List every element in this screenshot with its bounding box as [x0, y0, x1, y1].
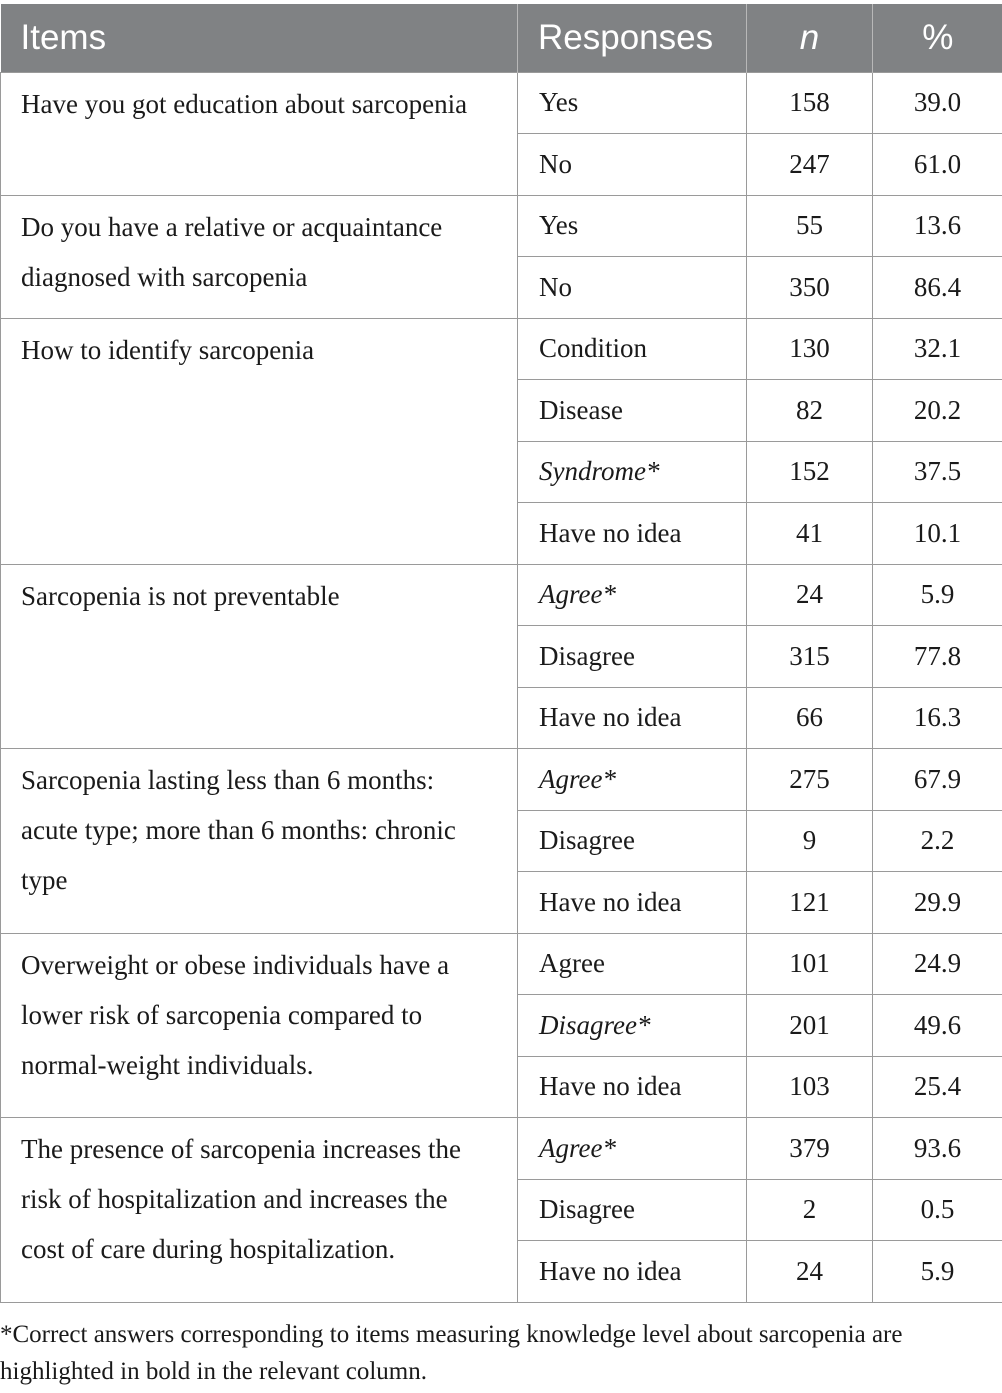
table-row — [1, 1118, 1002, 1180]
item-question: Sarcopenia is not preventable — [1, 564, 518, 749]
response-label: No — [518, 134, 747, 196]
response-count: 350 — [747, 257, 873, 319]
response-percent: 86.4 — [873, 257, 1002, 319]
response-count: 158 — [747, 72, 873, 134]
response-percent: 2.2 — [873, 810, 1002, 872]
table-footnote: *Correct answers corresponding to items measuring knowledge level about sarcopenia are highlighted in bold in the relevant column. — [0, 1321, 903, 1385]
table-row — [1, 72, 1002, 134]
response-count: 101 — [747, 933, 873, 995]
item-question: Have you got education about sarcopenia — [1, 72, 518, 195]
response-label: Have no idea — [518, 872, 747, 934]
response-label: Syndrome* — [518, 441, 747, 503]
response-percent: 16.3 — [873, 687, 1002, 749]
response-percent: 24.9 — [873, 933, 1002, 995]
response-label: Have no idea — [518, 1241, 747, 1303]
response-percent: 20.2 — [873, 380, 1002, 442]
response-count: 315 — [747, 626, 873, 688]
response-count: 2 — [747, 1179, 873, 1241]
response-label: Have no idea — [518, 687, 747, 749]
response-label: Disagree* — [518, 995, 747, 1057]
response-label: Disagree — [518, 626, 747, 688]
response-count: 24 — [747, 564, 873, 626]
response-count: 9 — [747, 810, 873, 872]
response-label: Disease — [518, 380, 747, 442]
response-percent: 13.6 — [873, 195, 1002, 257]
response-count: 201 — [747, 995, 873, 1057]
response-percent: 93.6 — [873, 1118, 1002, 1180]
knowledge-table — [0, 4, 1002, 1303]
response-label: Have no idea — [518, 1056, 747, 1118]
response-label: Have no idea — [518, 503, 747, 565]
item-question: Overweight or obese individuals have a lower risk of sarcopenia compared to normal-weight individuals. — [1, 933, 518, 1118]
response-percent: 32.1 — [873, 318, 1002, 380]
response-count: 247 — [747, 134, 873, 196]
response-count: 24 — [747, 1241, 873, 1303]
response-label: Agree — [518, 933, 747, 995]
response-count: 41 — [747, 503, 873, 565]
item-question: How to identify sarcopenia — [1, 318, 518, 564]
response-label: No — [518, 257, 747, 319]
response-count: 55 — [747, 195, 873, 257]
header-responses: Responses — [518, 4, 747, 72]
response-count: 103 — [747, 1056, 873, 1118]
response-label: Agree* — [518, 749, 747, 811]
response-count: 82 — [747, 380, 873, 442]
response-count: 121 — [747, 872, 873, 934]
response-count: 379 — [747, 1118, 873, 1180]
response-count: 130 — [747, 318, 873, 380]
table-row — [1, 195, 1002, 257]
response-percent: 77.8 — [873, 626, 1002, 688]
response-count: 66 — [747, 687, 873, 749]
response-percent: 0.5 — [873, 1179, 1002, 1241]
response-percent: 67.9 — [873, 749, 1002, 811]
response-label: Condition — [518, 318, 747, 380]
table-body — [1, 72, 1002, 1302]
header-row — [1, 4, 1002, 72]
response-percent: 39.0 — [873, 72, 1002, 134]
response-label: Yes — [518, 72, 747, 134]
response-label: Agree* — [518, 1118, 747, 1180]
table-row — [1, 749, 1002, 811]
response-percent: 37.5 — [873, 441, 1002, 503]
response-percent: 61.0 — [873, 134, 1002, 196]
item-question: Do you have a relative or acquaintance diagnosed with sarcopenia — [1, 195, 518, 318]
response-label: Disagree — [518, 810, 747, 872]
item-question: Sarcopenia lasting less than 6 months: acute type; more than 6 months: chronic type — [1, 749, 518, 934]
item-question: The presence of sarcopenia increases the risk of hospitalization and increases the cost of care during hospitalization. — [1, 1118, 518, 1303]
response-percent: 10.1 — [873, 503, 1002, 565]
response-percent: 29.9 — [873, 872, 1002, 934]
response-label: Agree* — [518, 564, 747, 626]
response-percent: 5.9 — [873, 1241, 1002, 1303]
table-row — [1, 564, 1002, 626]
table-row — [1, 318, 1002, 380]
header-percent: % — [873, 4, 1002, 72]
response-count: 152 — [747, 441, 873, 503]
header-n: n — [747, 4, 873, 72]
response-label: Disagree — [518, 1179, 747, 1241]
response-percent: 5.9 — [873, 564, 1002, 626]
response-percent: 49.6 — [873, 995, 1002, 1057]
table-row — [1, 933, 1002, 995]
response-count: 275 — [747, 749, 873, 811]
header-items: Items — [1, 4, 518, 72]
response-percent: 25.4 — [873, 1056, 1002, 1118]
response-label: Yes — [518, 195, 747, 257]
